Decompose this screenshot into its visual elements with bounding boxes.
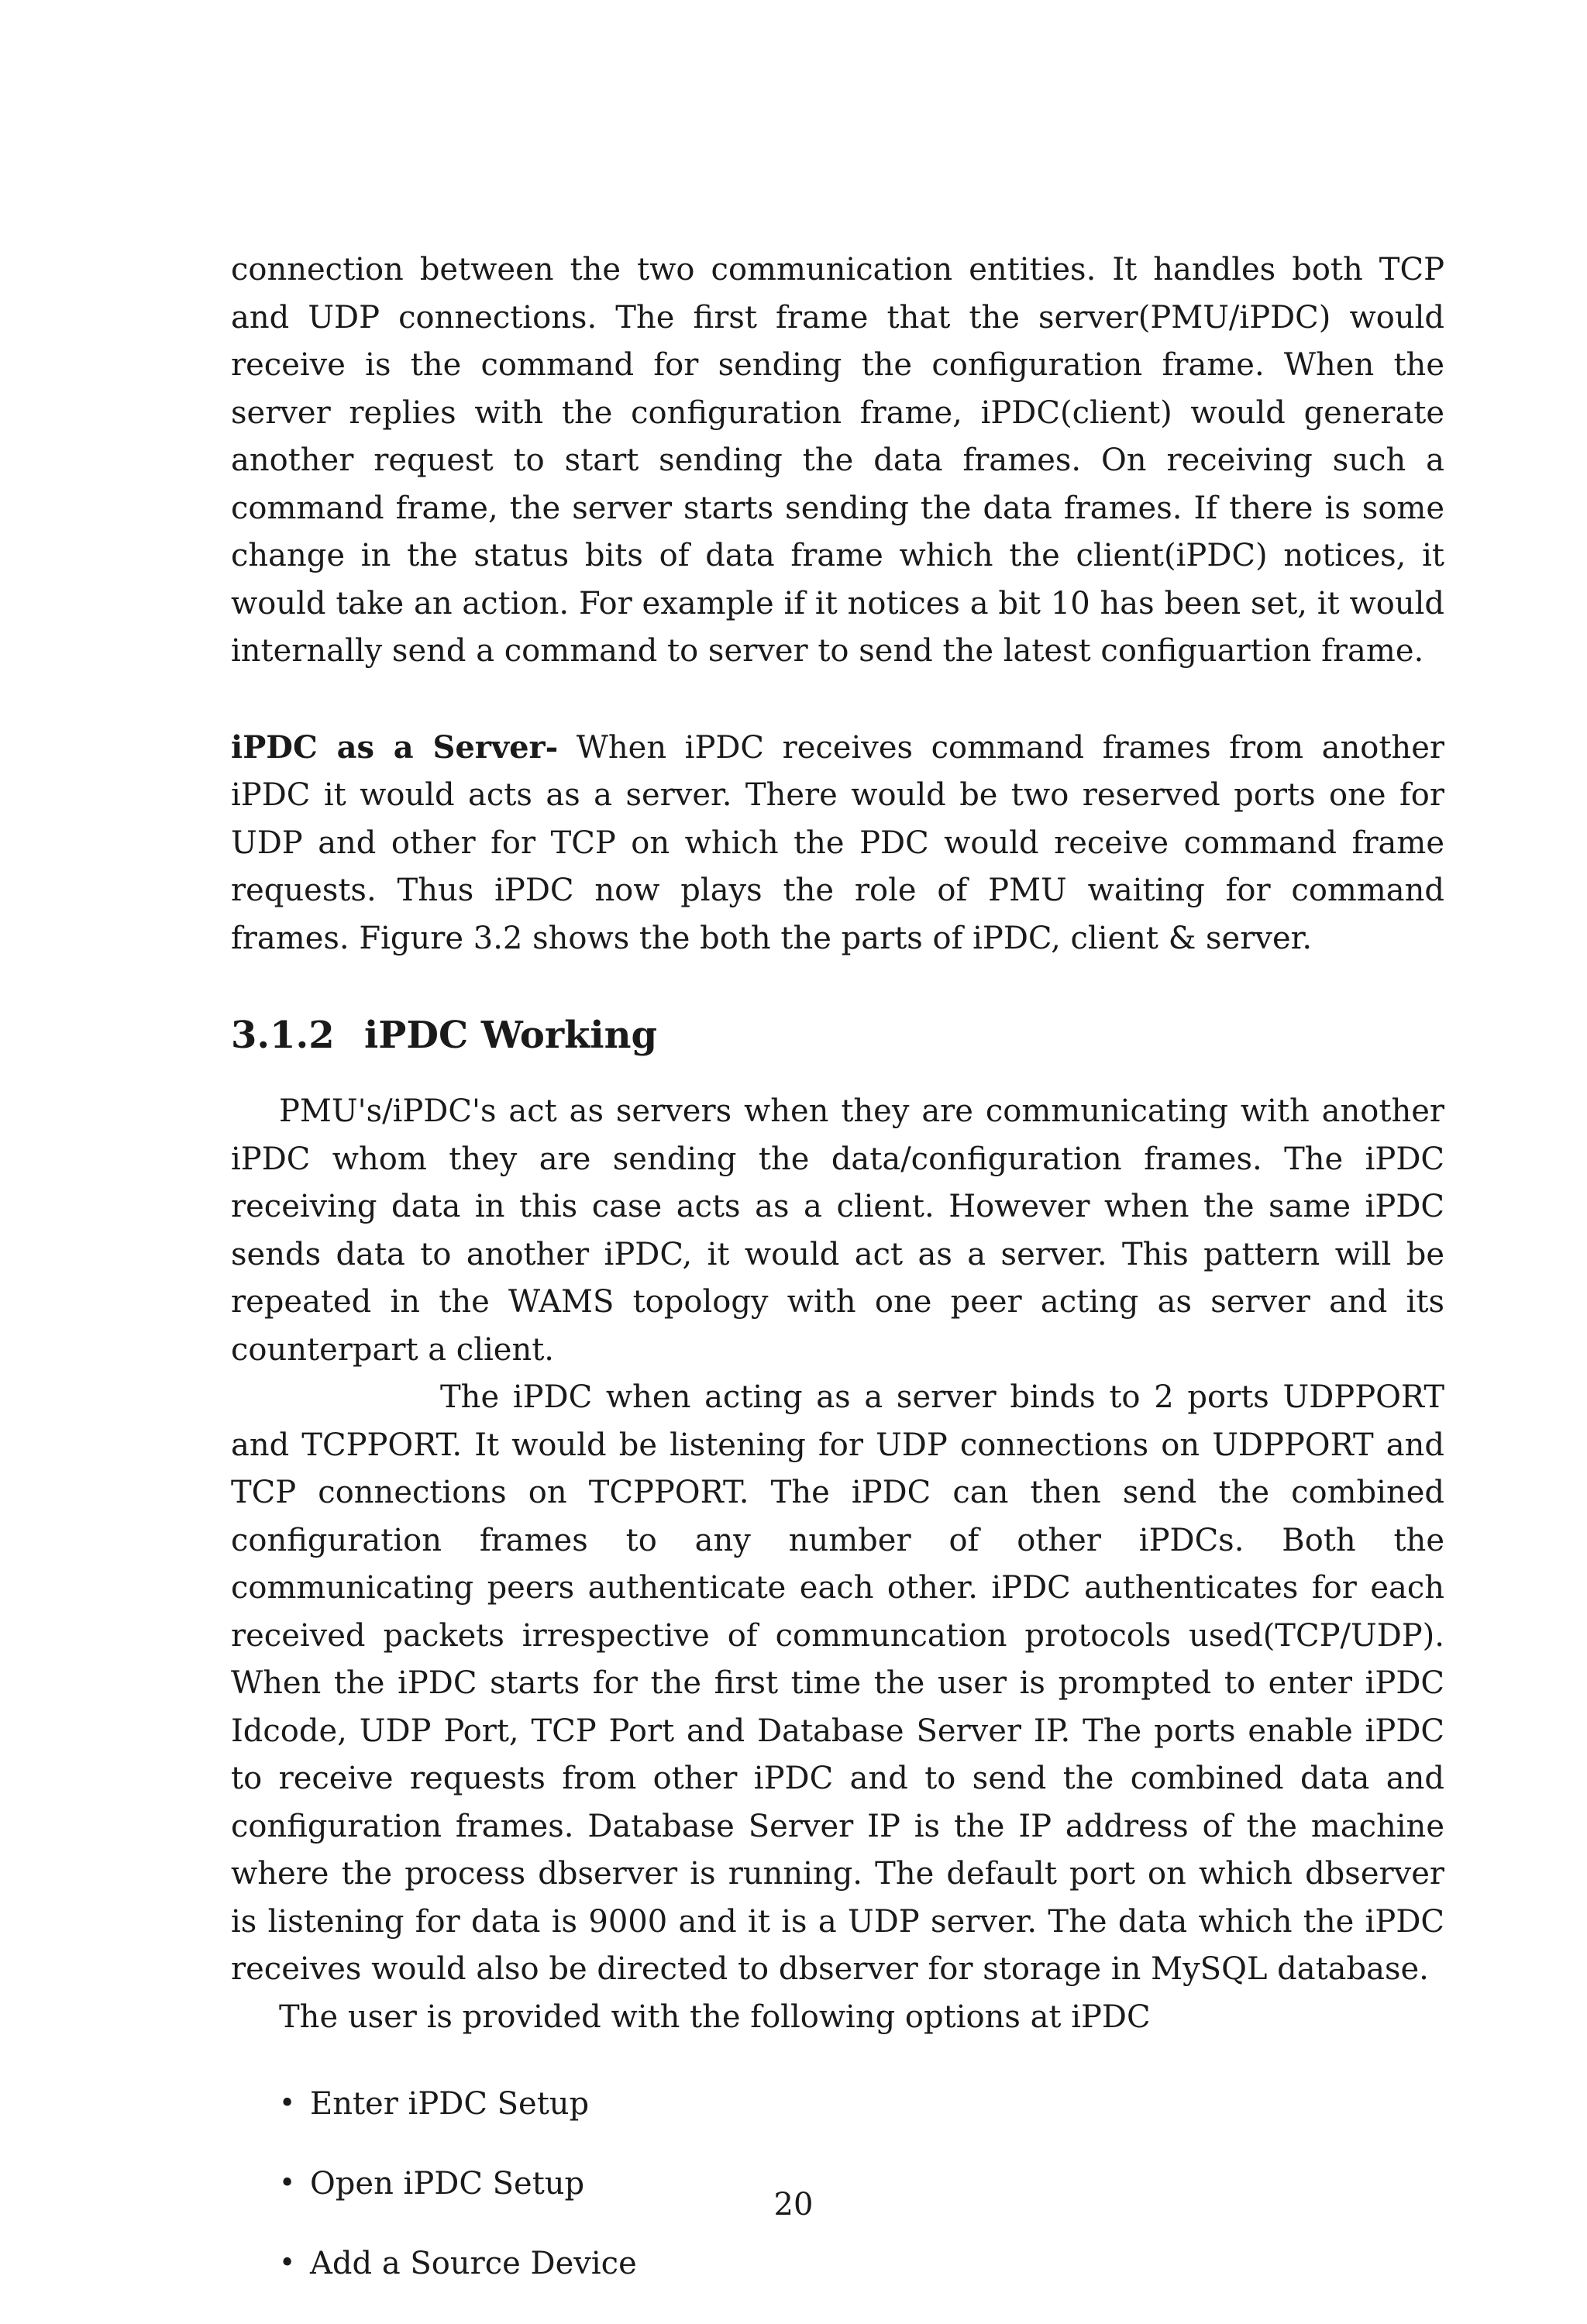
page-body [231,246,1444,2324]
page-number: 20 [773,2187,814,2222]
paragraph-lead-bold: iPDC as a Server- [231,728,559,766]
section-heading [231,1012,1444,1059]
list-item-label: Open iPDC Setup [310,2166,585,2202]
paragraph-ipdc-as-server [231,724,1444,963]
paragraph-server-ports: The iPDC when acting as a server binds to 2 ports UDPPORT and TCPPORT. It would be listening for UDP connections on UDPPORT and TCP connections on TCPPORT. The iPDC can then send the combined configuration frames to any number of other iPDCs. Both the communicating peers authenticate each other. iPDC authenticates for each received packets irrespective of communcation protocols used(TCP/UDP). When the iPDC starts for the first time the user is prompted to enter iPDC Idcode, UDP Port, TCP Port and Database Server IP. The ports enable iPDC to receive requests from other iPDC and to send the combined data and configuration frames. Database Server IP is the IP address of the machine where the process dbserver is running. The default port on which dbserver is listening for data is 9000 and it is a UDP server. The data which the iPDC receives would also be directed to dbserver for storage in MySQL database. [231,1379,1444,1987]
paragraph-working-intro: PMU's/iPDC's act as servers when they are communicating with another iPDC whom they are sending the data/configuration frames. The iPDC receiving data in this case acts as a client. However when the same iPDC sends data to another iPDC, it would act as a server. This pattern will be repeated in the WAMS topology with one peer acting as server and its counterpart a client. [231,1093,1444,1368]
list-item [279,2085,1444,2123]
list-item [279,2244,1444,2283]
paragraph-lead-body: When iPDC receives command frames from another iPDC it would acts as a server. There would be two reserved ports one for UDP and other for TCP on which the PDC would receive command frame requests. Thus iPDC now plays the role of PMU waiting for command frames. Figure 3.2 shows the both the parts of iPDC, client & server. [231,729,1444,956]
section-title: iPDC Working [364,1014,658,1057]
list-item-label: Enter iPDC Setup [310,2086,590,2122]
section-number: 3.1.2 [231,1014,335,1057]
bullet-icon: • [279,2167,296,2199]
options-list [231,2085,1444,2283]
paragraph-options-intro: The user is provided with the following options at iPDC [279,1999,1151,2035]
list-item-label: Add a Source Device [310,2246,637,2281]
paragraph-connection: connection between the two communication entities. It handles both TCP and UDP connections. The first frame that the server(PMU/iPDC) would receive is the command for sending the configuration frame. When the server replies with the configuration frame, iPDC(client) would generate another request to start sending the data frames. On receiving such a command frame, the server starts sending the data frames. If there is some change in the status bits of data frame which the client(iPDC) notices, it would take an action. For example if it notices a bit 10 has been set, it would internally send a command to server to send the latest configuartion frame. [231,252,1444,669]
bullet-icon: • [279,2247,296,2279]
bullet-icon: • [279,2088,296,2119]
